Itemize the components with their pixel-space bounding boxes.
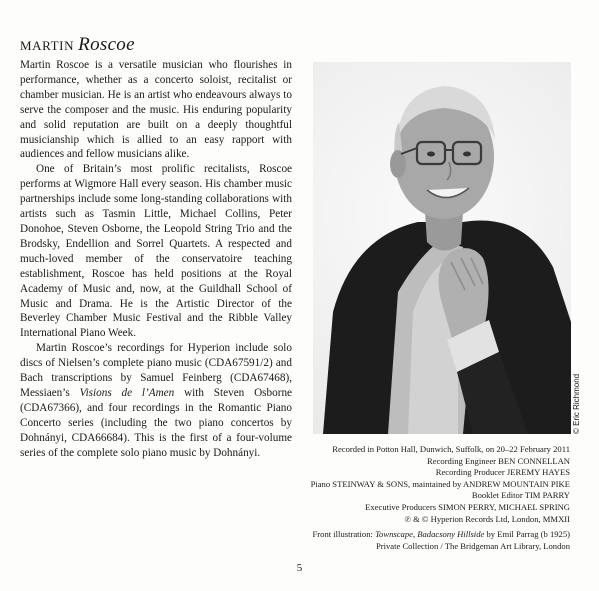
credit-line: Piano STEINWAY & SONS, maintained by ANDREW MOUNTAIN PIKE: [310, 478, 570, 489]
bio-paragraph-3: [20, 341, 292, 460]
front-illustration-credit: [290, 529, 570, 552]
front-suffix: by Emil Parrag (b 1925): [484, 529, 570, 539]
heading-first-name: MARTIN: [20, 38, 75, 53]
recording-credits: [300, 444, 570, 525]
credit-line: Booklet Editor TIM PARRY: [471, 490, 570, 501]
portrait-illustration: [313, 62, 571, 434]
page-heading: [20, 34, 135, 56]
bio-p3-start: Martin Roscoe’s recordings for Hyperion include solo discs of Nielsen’s complete piano music (CDA67591/2) and Bach transcriptions by Samuel Feinberg (CDA67468), Messiaen’s: [20, 342, 292, 399]
credit-line: Executive Producers SIMON PERRY, MICHAEL SPRING: [365, 501, 570, 512]
credit-line: Recorded in Potton Hall, Dunwich, Suffolk, on 20–22 February 2011: [332, 444, 570, 454]
front-prefix: Front illustration:: [312, 529, 376, 539]
bio-paragraph-1: Martin Roscoe is a versatile musician who flourishes in performance, whether as a concerto soloist, recitalist or chamber musician. He is an artist who endeavours always to serve the composer and the music. His enduring popularity and solid reputation are built on a deeply thoughtful musicianship which is allied to an easy rapport with audiences and fellow musicians alike.: [20, 59, 292, 161]
bio-p3-end: with Steven Osborne (CDA67366), and four recordings in the Romantic Piano Concerto series (including the two piano concertos by Dohnányi, CDA66684). This is the first of a four-volume series of the complete solo piano music by Dohnányi.: [20, 386, 293, 459]
credit-line: ℗ & © Hyperion Records Ltd, London, MMXII: [404, 513, 570, 524]
portrait-photo: [313, 62, 571, 434]
bio-paragraph-2: One of Britain’s most prolific recitalists, Roscoe performs at Wigmore Hall every season. His chamber music partnerships include some long-standing collaborations with artists such as Tasmin Little, Michael Collins, Peter Donohoe, Steven Osborne, the Leopold String Trio and the Brodsky, Endellion and Sorrel Quartets. A respected and much-loved member of the conservatoire teaching establishment, Roscoe has held positions at the Royal Academy of Music and, now, at the Guildhall School of Music and Drama. He is the Artistic Director of the Beverley Chamber Music Festival and the Ribble Valley International Piano Week.: [20, 163, 292, 340]
front-artwork-title: Townscape, Badacsony Hillside: [375, 529, 485, 539]
heading-last-name: Roscoe: [78, 34, 135, 55]
credit-line: Recording Engineer BEN CONNELLAN: [427, 455, 570, 466]
front-collection-line: Private Collection / The Bridgeman Art Library, London: [375, 540, 570, 551]
credit-line: Recording Producer JEREMY HAYES: [435, 467, 570, 478]
front-illustration-line: [290, 529, 570, 541]
biography-text: [20, 58, 292, 460]
page-number: 5: [296, 562, 303, 574]
photo-credit: © Eric Richmond: [572, 373, 581, 434]
bio-p3-work-title: Visions de l’Amen: [79, 386, 175, 399]
